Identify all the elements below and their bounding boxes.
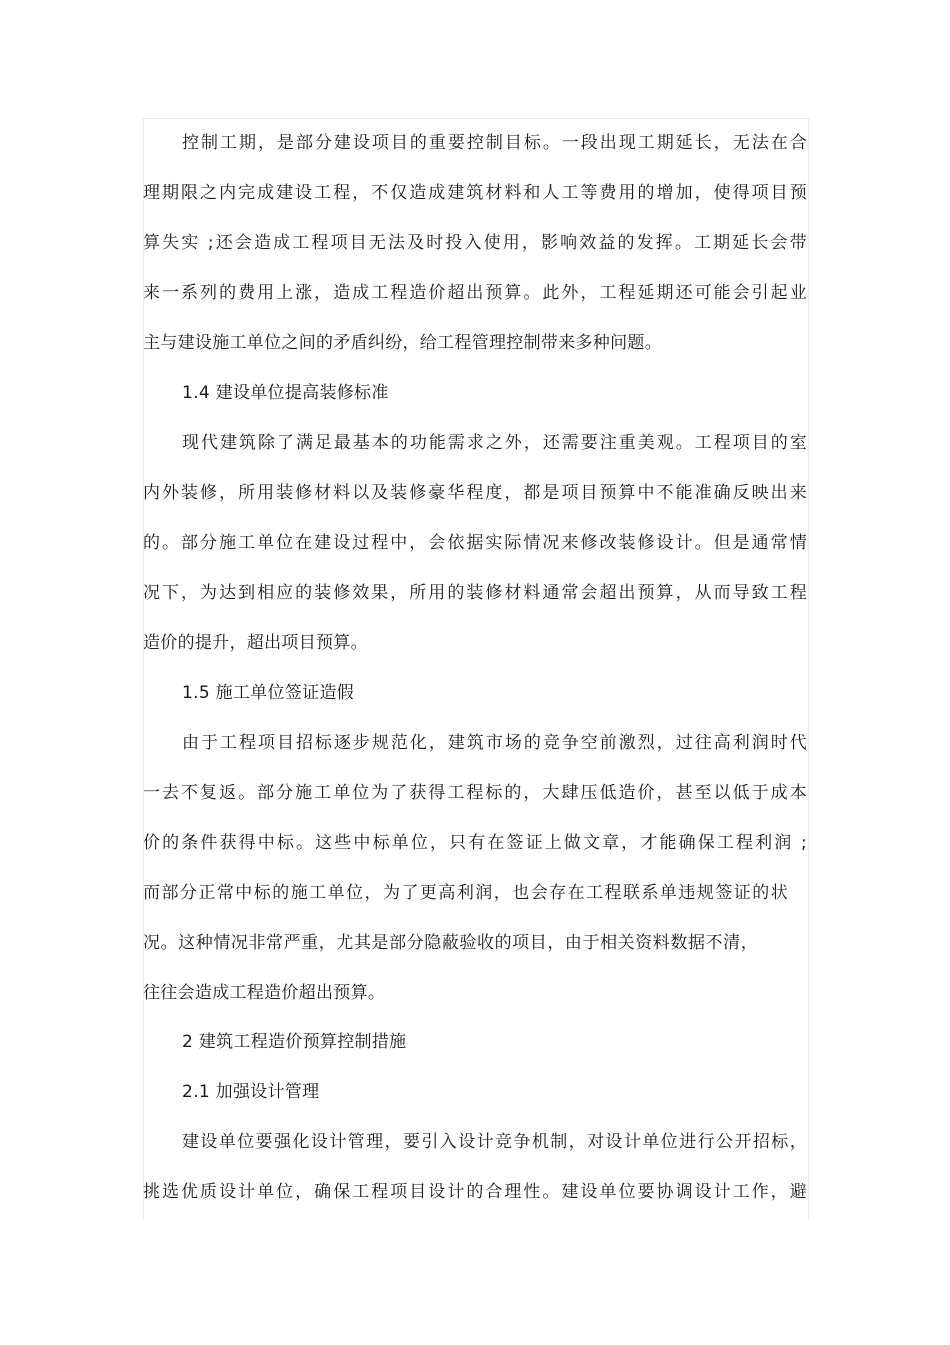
paragraph-line: 来一系列的费用上涨，造成工程造价超出预算。此外，工程延期还可能会引起业 (143, 283, 807, 303)
paragraph-line: 内外装修，所用装修材料以及装修豪华程度，都是项目预算中不能准确反映出来 (143, 483, 807, 503)
paragraph-line: 而部分正常中标的施工单位，为了更高利润，也会存在工程联系单违规签证的状 (143, 883, 788, 903)
paragraph-line: 价的条件获得中标。这些中标单位，只有在签证上做文章，才能确保工程利润 ; (143, 833, 807, 853)
paragraph-line: 由于工程项目招标逐步规范化，建筑市场的竞争空前激烈，过往高利润时代 (182, 733, 807, 753)
section-heading-2: 2 建筑工程造价预算控制措施 (182, 1032, 407, 1052)
paragraph-line: 现代建筑除了满足最基本的功能需求之外，还需要注重美观。工程项目的室 (182, 433, 807, 453)
section-heading-1-5: 1.5 施工单位签证造假 (182, 683, 355, 703)
paragraph-line: 理期限之内完成建设工程，不仅造成建筑材料和人工等费用的增加，使得项目预 (143, 183, 807, 203)
paragraph-line: 造价的提升，超出项目预算。 (143, 633, 368, 653)
paragraph-line: 况。这种情况非常严重，尤其是部分隐蔽验收的项目，由于相关资料数据不清， (143, 933, 758, 953)
paragraph-line: 一去不复返。部分施工单位为了获得工程标的，大肆压低造价，甚至以低于成本 (143, 783, 807, 803)
paragraph-line: 况下，为达到相应的装修效果，所用的装修材料通常会超出预算，从而导致工程 (143, 583, 807, 603)
section-heading-2-1: 2.1 加强设计管理 (182, 1082, 320, 1102)
paragraph-line: 的。部分施工单位在建设过程中，会依据实际情况来修改装修设计。但是通常情 (143, 533, 807, 553)
paragraph-line: 往往会造成工程造价超出预算。 (143, 983, 386, 1003)
paragraph-line: 算失实 ;还会造成工程项目无法及时投入使用，影响效益的发挥。工期延长会带 (143, 233, 807, 253)
paragraph-line: 主与建设施工单位之间的矛盾纠纷，给工程管理控制带来多种问题。 (143, 333, 662, 353)
paragraph-line: 建设单位要强化设计管理，要引入设计竞争机制，对设计单位进行公开招标， (182, 1132, 807, 1152)
paragraph-line: 控制工期，是部分建设项目的重要控制目标。一段出现工期延长，无法在合 (182, 133, 807, 153)
section-heading-1-4: 1.4 建设单位提高装修标准 (182, 383, 389, 403)
paragraph-line: 挑选优质设计单位，确保工程项目设计的合理性。建设单位要协调设计工作，避 (143, 1182, 807, 1202)
